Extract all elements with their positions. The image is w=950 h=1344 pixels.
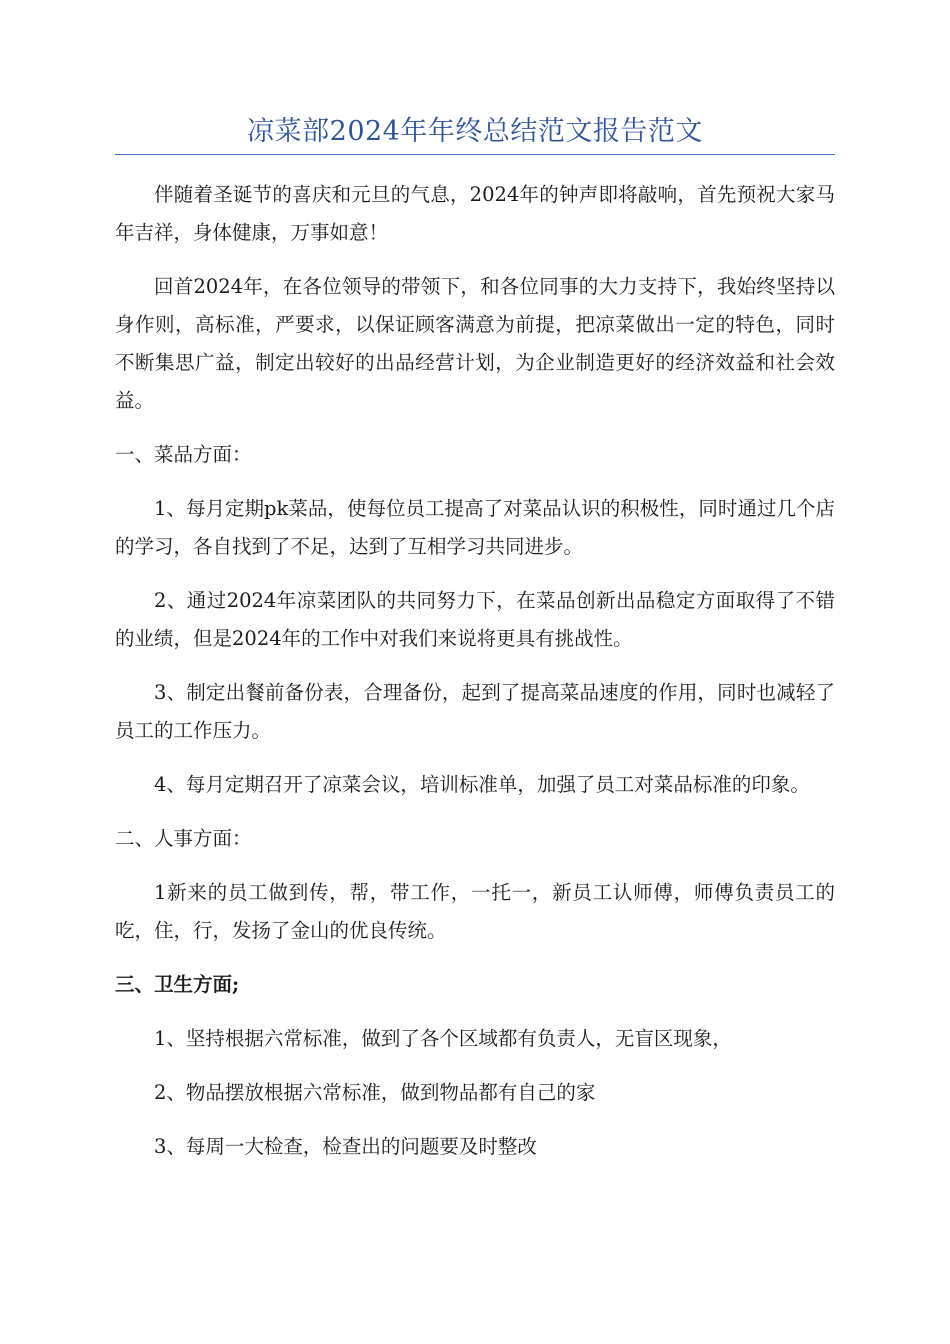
list-item-dishes-2: 2、通过2024年凉菜团队的共同努力下，在菜品创新出品稳定方面取得了不错的业绩，但是2024年的工作中对我们来说将更具有挑战性。 [115, 589, 835, 650]
list-item-personnel-1: 1新来的员工做到传，帮，带工作，一托一，新员工认师傅，师傅负责员工的吃，住，行，发扬了金山的优良传统。 [115, 881, 835, 942]
list-item-dishes-1: 1、每月定期pk菜品，使每位员工提高了对菜品认识的积极性，同时通过几个店的学习，各自找到了不足，达到了互相学习共同进步。 [115, 497, 835, 558]
paragraph-review: 回首2024年，在各位领导的带领下，和各位同事的大力支持下，我始终坚持以身作则，高标准，严要求，以保证顾客满意为前提，把凉菜做出一定的特色，同时不断集思广益，制定出较好的出品经营计划，为企业制造更好的经济效益和社会效益。 [115, 275, 835, 412]
title-underline [115, 154, 835, 155]
list-item-hygiene-2: 2、物品摆放根据六常标准，做到物品都有自己的家 [154, 1081, 596, 1104]
document-body [115, 176, 835, 1182]
list-item-hygiene-1: 1、坚持根据六常标准，做到了各个区域都有负责人，无盲区现象， [154, 1027, 732, 1050]
section-heading-hygiene: 三、卫生方面; [115, 973, 240, 996]
section-heading-dishes: 一、菜品方面： [115, 443, 252, 466]
section-heading-personnel: 二、人事方面： [115, 827, 252, 850]
list-item-dishes-4: 4、每月定期召开了凉菜会议，培训标准单，加强了员工对菜品标准的印象。 [154, 773, 810, 796]
paragraph-intro: 伴随着圣诞节的喜庆和元旦的气息，2024年的钟声即将敲响，首先预祝大家马年吉祥，身体健康，万事如意！ [115, 183, 835, 244]
document-title: 凉菜部2024年年终总结范文报告范文 [247, 116, 703, 147]
list-item-dishes-3: 3、制定出餐前备份表，合理备份，起到了提高菜品速度的作用，同时也减轻了员工的工作压力。 [115, 681, 835, 742]
list-item-hygiene-3: 3、每周一大检查，检查出的问题要及时整改 [154, 1135, 537, 1158]
